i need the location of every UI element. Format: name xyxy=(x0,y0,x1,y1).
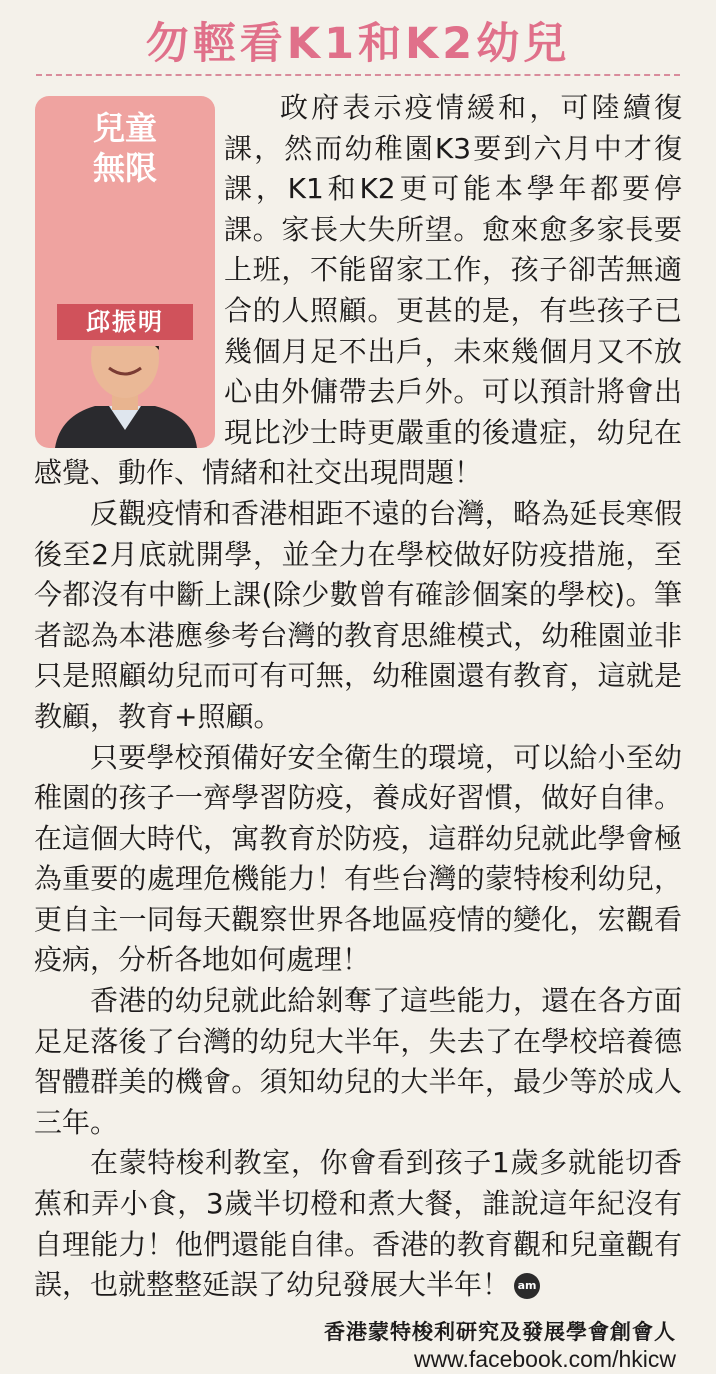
headline: 勿輕看K1和K2幼兒 xyxy=(145,19,571,69)
article-paragraph-3: 只要學校預備好安全衛生的環境，可以給小至幼稚園的孩子一齊學習防疫，養成好習慣，做好自律。在這個大時代，寓教育於防疫，這群幼兒就此學會極為重要的處理危機能力！有些台灣的蒙特梭利幼兒，更自主一同每天觀察世界各地區疫情的變化，宏觀看疫病，分析各地如何處理！ xyxy=(34,740,682,977)
article-paragraph-2: 反觀疫情和香港相距不遠的台灣，略為延長寒假後至2月底就開學，並全力在學校做好防疫措施，至今都沒有中斷上課(除少數曾有確診個案的學校)。筆者認為本港應參考台灣的教育思維模式，幼稚園並非只是照顧幼兒而可有可無，幼稚園還有教育，這就是教顧，教育+照顧。 xyxy=(34,496,682,733)
article-paragraph-4: 香港的幼兒就此給剝奪了這些能力，還在各方面足足落後了台灣的幼兒大半年，失去了在學校培養德智體群美的機會。須知幼兒的大半年，最少等於成人三年。 xyxy=(34,984,682,1139)
portrait-spacer xyxy=(34,88,224,451)
article-paragraph-5-text: 在蒙特梭利教室，你會看到孩子1歲多就能切香蕉和弄小食，3歲半切橙和煮大餐，誰說這年紀沒有自理能力！他們還能自律。香港的教育觀和兒童觀有誤，也就整整延誤了幼兒發展大半年！ xyxy=(34,1146,682,1302)
column-title-line2: 無限 xyxy=(92,149,157,187)
column-title-line1: 兒童 xyxy=(92,109,157,147)
article-paragraph-1: 政府表示疫情緩和，可陸續復課，然而幼稚園K3要到六月中才復課，K1和K2更可能本學年都要停課。家長大失所望。愈來愈多家長要上班，不能留家工作，孩子卻苦無適合的人照顧。更甚的是，有些孩子已幾個月足不出戶，未來幾個月又不放心由外傭帶去戶外。可以預計將會出現比沙士時更嚴重的後遺症，幼兒在感覺、動作、情緒和社交出現問題！ xyxy=(34,91,682,490)
author-name: 邱振明 xyxy=(57,304,193,340)
article-paragraph-5 xyxy=(34,1143,682,1305)
footer-organization: 香港蒙特梭利研究及發展學會創會人 xyxy=(324,1320,676,1344)
footer-url: www.facebook.com/hkicw xyxy=(413,1346,676,1372)
headline-divider xyxy=(36,74,680,76)
end-mark-logo: am xyxy=(514,1273,540,1299)
article-body xyxy=(34,88,682,1306)
